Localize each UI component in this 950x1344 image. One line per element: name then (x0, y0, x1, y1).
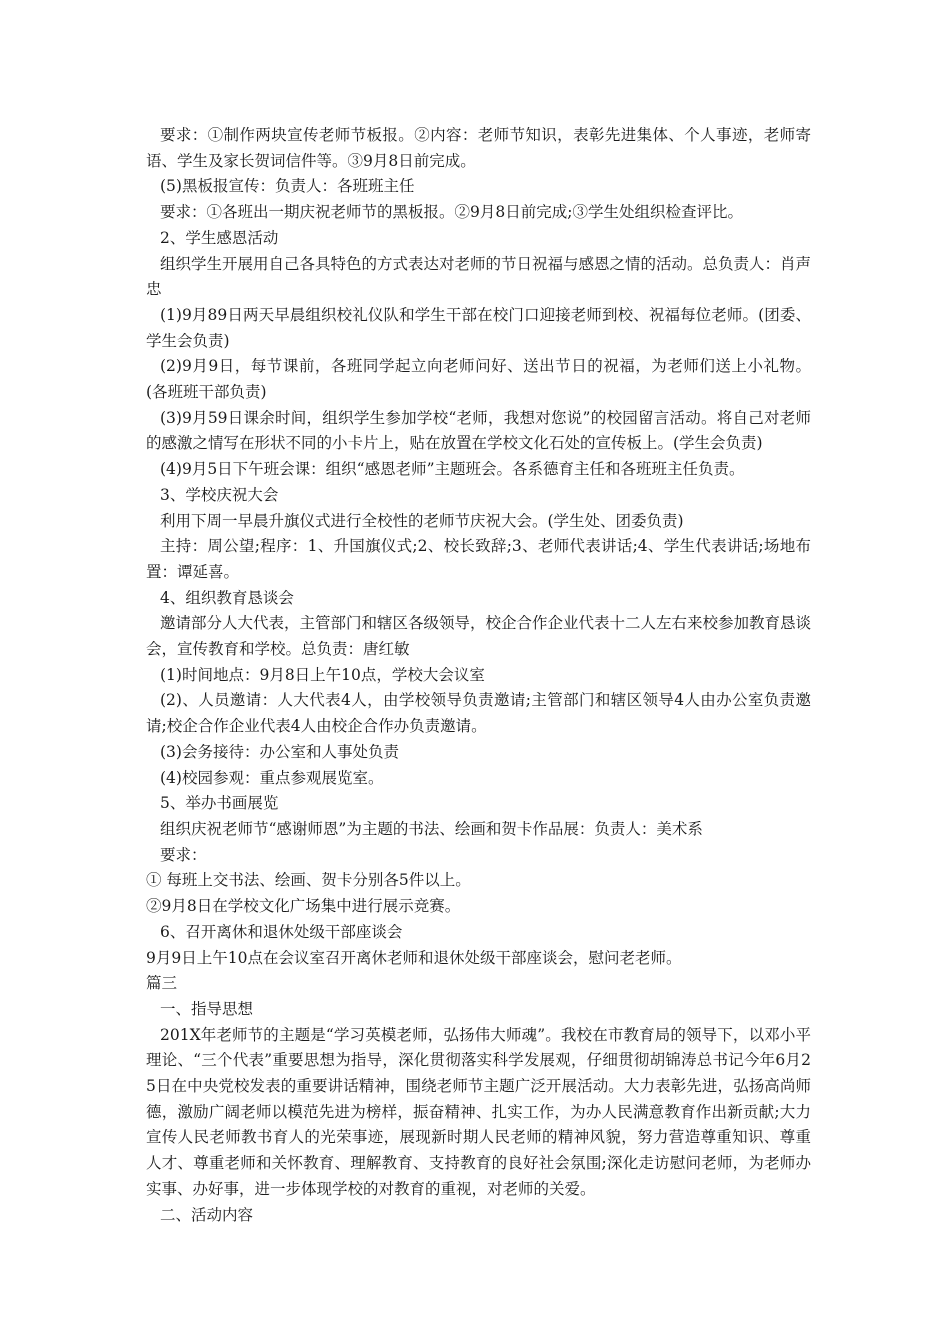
paragraph: 主持：周公望;程序：1、升国旗仪式;2、校长致辞;3、老师代表讲话;4、学生代表讲话;场地布置：谭延喜。 (146, 537, 811, 581)
paragraph: (1)9月89日两天早晨组织校礼仪队和学生干部在校门口迎接老师到校、祝福每位老师。(团委、学生会负责) (146, 305, 811, 350)
document-body (146, 123, 811, 1228)
paragraph: 9月9日上午10点在会议室召开离休老师和退休处级干部座谈会，慰问老老师。 (146, 948, 682, 967)
paragraph: (1)时间地点：9月8日上午10点，学校大会议室 (160, 665, 485, 684)
paragraph: 要求：①各班出一期庆祝老师节的黑板报。②9月8日前完成;③学生处组织检查评比。 (160, 203, 743, 222)
section-heading: 3、学校庆祝大会 (160, 485, 279, 504)
paragraph: 要求： (160, 845, 207, 864)
paragraph: (4)9月5日下午班会课：组织“感恩老师”主题班会。各系德育主任和各班班主任负责。 (160, 460, 745, 479)
chapter-heading: 篇三 (146, 974, 178, 993)
paragraph: 要求：①制作两块宣传老师节板报。②内容：老师节知识，表彰先进集体、个人事迹，老师寄语、学生及家长贺词信件等。③9月8日前完成。 (146, 126, 811, 170)
section-heading: 6、召开离休和退休处级干部座谈会 (160, 922, 403, 941)
paragraph: 组织庆祝老师节“感谢师恩”为主题的书法、绘画和贺卡作品展：负责人：美术系 (160, 819, 703, 838)
list-item: ②9月8日在学校文化广场集中进行展示竞赛。 (146, 897, 461, 916)
paragraph: 利用下周一早晨升旗仪式进行全校性的老师节庆祝大会。(学生处、团委负责) (160, 511, 684, 530)
section-heading: 4、组织教育恳谈会 (160, 588, 294, 607)
paragraph: (4)校园参观：重点参观展览室。 (160, 768, 384, 787)
paragraph: (2)9月9日，每节课前，各班同学起立向老师问好、送出节日的祝福，为老师们送上小礼物。(各班班干部负责) (146, 357, 811, 402)
section-heading: 5、举办书画展览 (160, 794, 279, 813)
list-item: ① 每班上交书法、绘画、贺卡分别各5件以上。 (146, 871, 471, 890)
paragraph: 201X年老师节的主题是“学习英模老师，弘扬伟大师魂”。我校在市教育局的领导下，以邓小平理论、“三个代表”重要思想为指导，深化贯彻落实科学发展观，仔细贯彻胡锦涛总书记今年6月25日在中央党校发表的重要讲话精神，围绕老师节主题广泛开展活动。大力表彰先进，弘扬高尚师德，激励广阔老师以模范先进为榜样，振奋精神、扎实工作，为办人民满意教育作出新贡献;大力宣传人民老师教书育人的光荣事迹，展现新时期人民老师的精神风貌，努力营造尊重知识、尊重人才、尊重老师和关怀教育、理解教育、支持教育的良好社会氛围;深化走访慰问老师，为老师办实事、办好事，进一步体现学校的对教育的重视，对老师的关爱。 (146, 1025, 811, 1198)
section-heading: 一、指导思想 (160, 999, 254, 1018)
paragraph: (3)会务接待：办公室和人事处负责 (160, 742, 399, 761)
paragraph: (5)黑板报宣传：负责人：各班班主任 (160, 177, 415, 196)
paragraph: 邀请部分人大代表，主管部门和辖区各级领导，校企合作企业代表十二人左右来校参加教育恳谈会，宣传教育和学校。总负责：唐红敏 (146, 614, 812, 659)
section-heading: 2、学生感恩活动 (160, 228, 279, 247)
section-heading: 二、活动内容 (160, 1205, 254, 1224)
paragraph: (3)9月59日课余时间，组织学生参加学校“老师，我想对您说”的校园留言活动。将自己对老师的感激之情写在形状不同的小卡片上，贴在放置在学校文化石处的宣传板上。(学生会负责) (146, 408, 811, 453)
paragraph: 组织学生开展用自己各具特色的方式表达对老师的节日祝福与感恩之情的活动。总负责人：肖声忠 (146, 254, 812, 299)
paragraph: (2)、人员邀请：人大代表4人，由学校领导负责邀请;主管部门和辖区领导4人由办公室负责邀请;校企合作企业代表4人由校企合作办负责邀请。 (146, 691, 811, 736)
